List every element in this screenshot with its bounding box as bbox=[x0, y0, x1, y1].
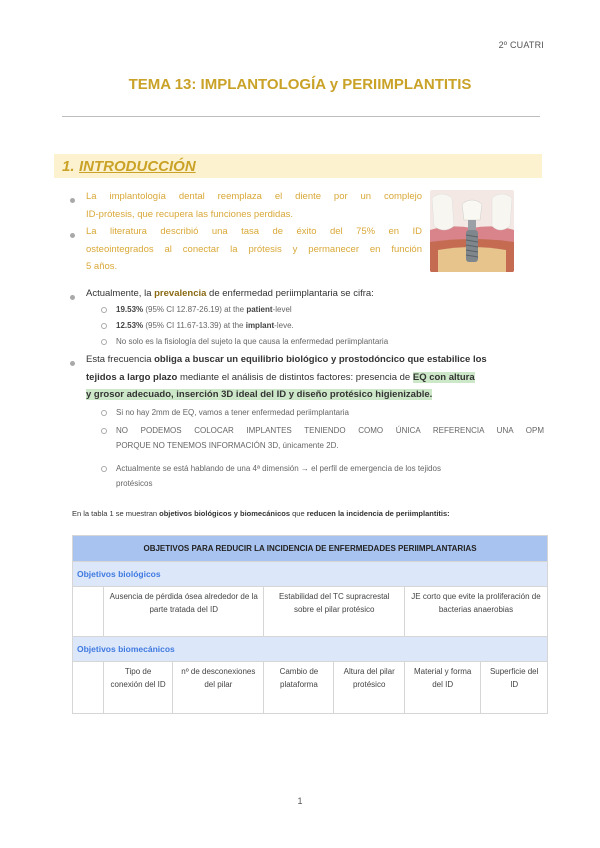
intro-bullet-2-line-1: La literatura describió una tasa de éxito del 75% en ID bbox=[86, 226, 422, 237]
equilibrium-sub-2-line-2: PORQUE NO TENEMOS INFORMACIÓN 3D, únicamente 2D. bbox=[116, 441, 339, 450]
sub-bullet-icon bbox=[101, 466, 107, 472]
section-title: INTRODUCCIÓN bbox=[79, 158, 196, 175]
table-cell-empty bbox=[73, 587, 104, 637]
equilibrium-sub-3 bbox=[116, 461, 544, 491]
prevalence-sub-1-value: 19.53% bbox=[116, 305, 144, 314]
equilibrium-line-1-b: obliga a buscar un equilibrio biológico y prostodóncico que estabilice los bbox=[154, 354, 487, 365]
prevalence-sub-1-c: -level bbox=[272, 305, 292, 314]
equilibrium-paragraph bbox=[86, 351, 544, 404]
intro-bullet-1-line-2 bbox=[86, 206, 422, 224]
equilibrium-highlight-2: y grosor adecuado, inserción 3D ideal del ID y diseño protésico higienizable. bbox=[86, 389, 433, 400]
intro-bullet-2-line-2: osteointegrados al conectar la prótesis y permanecer en función bbox=[86, 243, 422, 255]
intro-bullet-1-line-2-text: ID-prótesis, que recupera las funciones perdidas. bbox=[86, 208, 294, 220]
equilibrium-line-2-a: tejidos a largo plazo bbox=[86, 371, 178, 383]
bullet-icon bbox=[70, 295, 75, 300]
page-title: TEMA 13: IMPLANTOLOGÍA y PERIIMPLANTITIS bbox=[128, 76, 472, 93]
prevalence-keyword: prevalencia bbox=[154, 288, 207, 299]
prevalence-sub-2-value: 12.53% bbox=[116, 321, 144, 330]
sub-bullet-icon bbox=[101, 428, 107, 434]
bullet-icon bbox=[70, 198, 75, 203]
table-intro-b: objetivos biológicos y biomecánicos bbox=[159, 509, 291, 518]
table-cell: Cambio de plataforma bbox=[264, 662, 334, 714]
prevalence-sub-2 bbox=[116, 318, 294, 333]
equilibrium-sub-3-line-2: protésicos bbox=[116, 479, 153, 488]
prevalence-text-c: de enfermedad periimplantaria se cifra: bbox=[206, 288, 374, 299]
equilibrium-line-2 bbox=[86, 369, 544, 387]
objectives-table bbox=[72, 535, 548, 714]
prevalence-sub-3: No solo es la fisiología del sujeto la que causa la enfermedad periimplantaria bbox=[116, 337, 389, 346]
dental-implant-illustration bbox=[430, 190, 514, 272]
intro-bullet-2-line-3: 5 años. bbox=[86, 261, 118, 272]
equilibrium-line-1 bbox=[86, 351, 544, 369]
prevalence-sub-1-a: (95% CI 12.87-26.19) at the bbox=[143, 305, 247, 314]
table-cell: Estabilidad del TC supracrestal sobre el pilar protésico bbox=[264, 587, 405, 637]
table-intro-c: que bbox=[290, 509, 307, 518]
page-number: 1 bbox=[297, 796, 303, 806]
equilibrium-sub-1: Si no hay 2mm de EQ, vamos a tener enfermedad periimplantaria bbox=[116, 408, 350, 417]
table-header-cell: OBJETIVOS PARA REDUCIR LA INCIDENCIA DE ENFERMEDADES PERIIMPLANTARIAS bbox=[73, 536, 548, 562]
table-cell: Superficie del ID bbox=[481, 662, 548, 714]
prevalence-sub-1 bbox=[116, 302, 292, 317]
bullet-icon bbox=[70, 233, 75, 238]
table-section-biomechanical: Objetivos biomecánicos bbox=[73, 637, 548, 662]
table-header-row bbox=[73, 536, 548, 562]
sub-bullet-icon bbox=[101, 323, 107, 329]
prevalence-text-a: Actualmente, la bbox=[86, 288, 155, 299]
prevalence-sub-2-b: implant bbox=[245, 321, 275, 330]
equilibrium-highlight-1: EQ con altura bbox=[412, 371, 475, 383]
equilibrium-sub-2-line-1: NO PODEMOS COLOCAR IMPLANTES TENIENDO COMO ÚNICA REFERENCIA UNA OPM bbox=[116, 426, 544, 435]
prevalence-line bbox=[86, 285, 374, 303]
table-cell: Tipo de conexión del ID bbox=[104, 662, 173, 714]
prevalence-sub-2-c: -leve. bbox=[274, 321, 294, 330]
table-cell: Altura del pilar protésico bbox=[334, 662, 405, 714]
prevalence-sub-2-a: (95% CI 11.67-13.39) at the bbox=[143, 321, 246, 330]
sub-bullet-icon bbox=[101, 307, 107, 313]
table-section-biological: Objetivos biológicos bbox=[73, 562, 548, 587]
table-row bbox=[73, 662, 548, 714]
table-section-row bbox=[73, 637, 548, 662]
equilibrium-sub-2 bbox=[116, 423, 544, 453]
table-cell-empty bbox=[73, 662, 104, 714]
bullet-icon bbox=[70, 361, 75, 366]
equilibrium-line-2-b: mediante el análisis de distintos factores: presencia de bbox=[177, 371, 413, 383]
equilibrium-line-1-a: Esta frecuencia bbox=[86, 354, 155, 365]
table-row bbox=[73, 587, 548, 637]
sub-bullet-icon bbox=[101, 339, 107, 345]
table-cell: Material y forma del ID bbox=[405, 662, 481, 714]
table-cell: nº de desconexiones del pilar bbox=[173, 662, 264, 714]
semester-label: 2º CUATRI bbox=[498, 40, 544, 50]
equilibrium-sub-3-line-1: Actualmente se está hablando de una 4ª dimensión → el perfil de emergencia de los tejidos bbox=[116, 464, 441, 473]
equilibrium-line-3 bbox=[86, 386, 544, 404]
title-divider bbox=[62, 116, 540, 117]
table-intro-a: En la tabla 1 se muestran bbox=[72, 509, 160, 518]
table-section-row bbox=[73, 562, 548, 587]
table-cell: JE corto que evite la proliferación de bacterias anaerobias bbox=[405, 587, 548, 637]
table-intro-d: reducen la incidencia de periimplantitis: bbox=[306, 509, 450, 518]
intro-bullet-1 bbox=[86, 188, 422, 223]
table-cell: Ausencia de pérdida ósea alrededor de la parte tratada del ID bbox=[104, 587, 264, 637]
intro-bullet-2 bbox=[86, 223, 422, 276]
sub-bullet-icon bbox=[101, 410, 107, 416]
table-intro bbox=[72, 509, 450, 518]
intro-bullet-1-line-1: La implantología dental reemplaza el diente por un complejo bbox=[86, 191, 422, 202]
prevalence-sub-1-b: patient bbox=[246, 305, 273, 314]
section-number: 1. bbox=[62, 158, 75, 175]
